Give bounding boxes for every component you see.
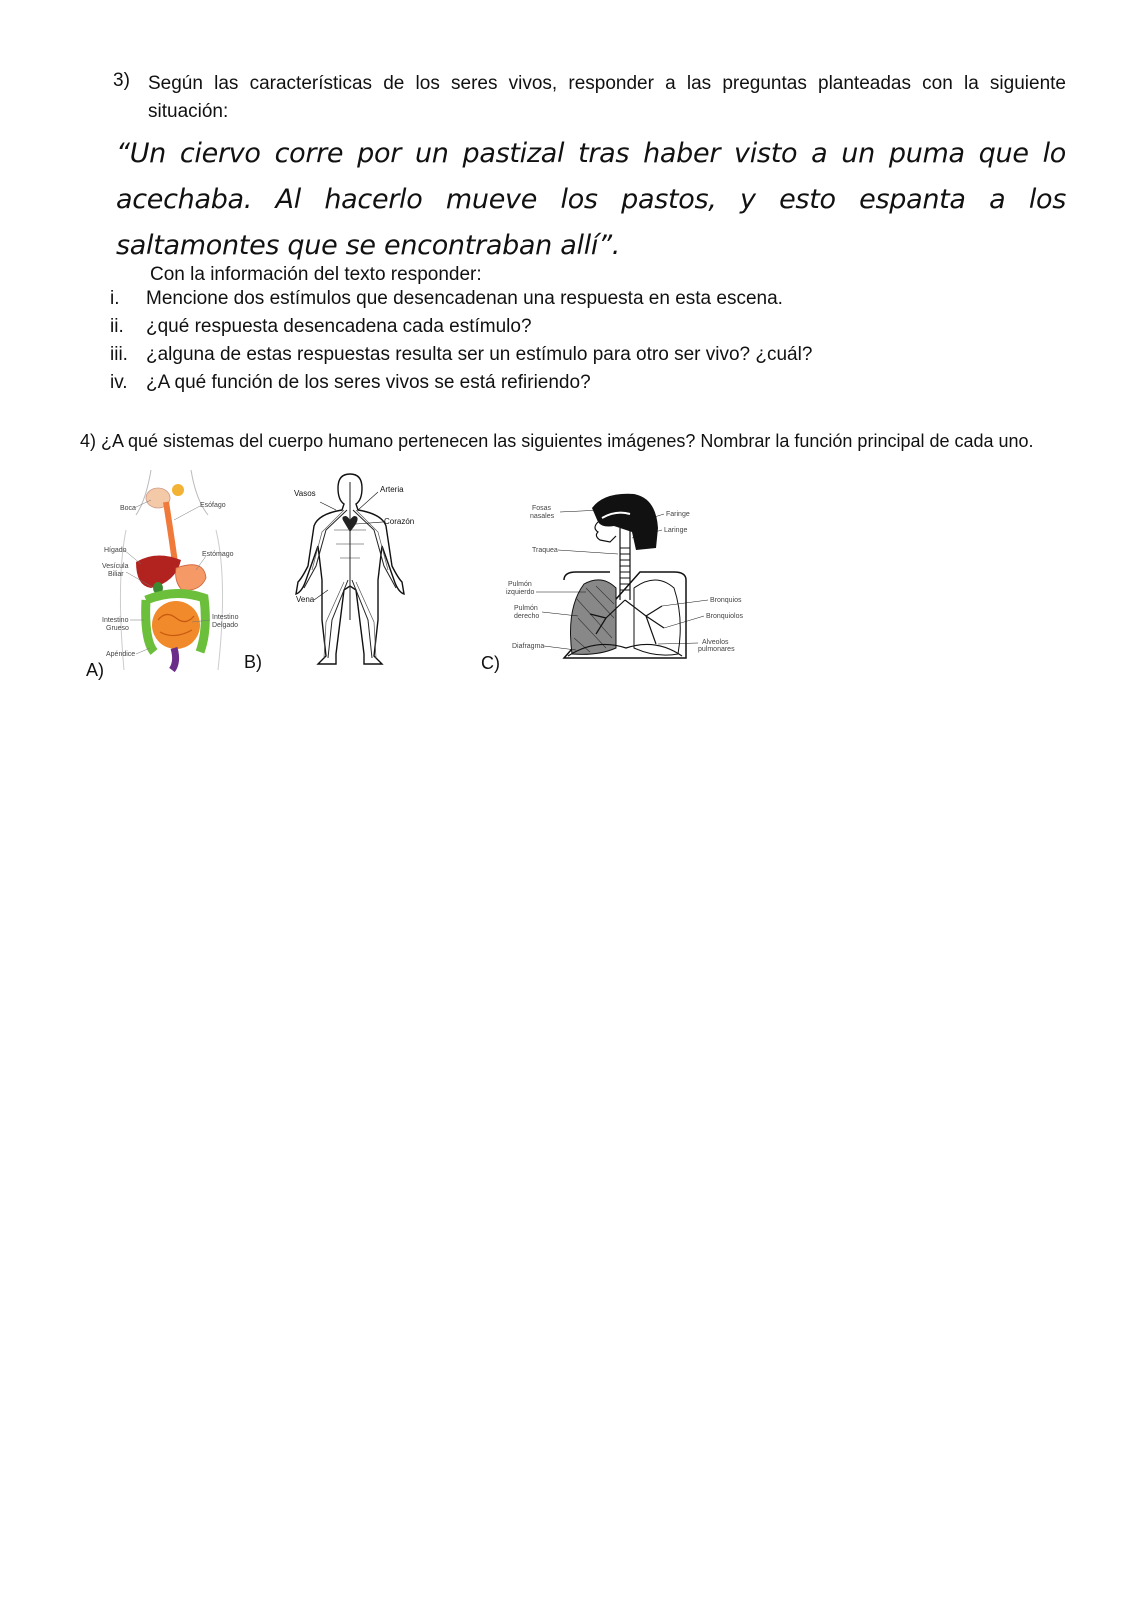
- question-3-number: 3): [113, 70, 130, 91]
- label-boca: Boca: [120, 505, 136, 512]
- caption-b: B): [244, 652, 262, 672]
- label-izquierdo: izquierdo: [506, 589, 535, 596]
- label-bronquios: Bronquios: [710, 597, 742, 604]
- item-text: ¿A qué función de los seres vivos se está refiriendo?: [146, 372, 591, 393]
- label-pulmonares: pulmonares: [698, 646, 735, 653]
- label-alveolos: Alveolos: [702, 639, 729, 646]
- item-text: ¿qué respuesta desencadena cada estímulo?: [146, 316, 532, 337]
- label-diafragma: Diafragma: [512, 643, 545, 650]
- question-3-prompt: Según las características de los seres vivos, responder a las preguntas planteadas con la siguiente situación:: [148, 73, 1066, 122]
- label-faringe: Faringe: [666, 511, 690, 518]
- item-number: iii.: [110, 344, 128, 365]
- caption-c: C): [481, 653, 500, 673]
- question-item: [110, 313, 1010, 341]
- situation-quote: “Un ciervo corre por un pastizal tras haber visto a un puma que lo acechaba. Al hacerlo mueve los pastos, y esto espanta a los saltamontes que se encontraban allí”.: [116, 138, 1066, 261]
- item-text: Mencione dos estímulos que desencadenan una respuesta en esta escena.: [146, 288, 783, 309]
- label-esofago: Esófago: [200, 502, 226, 509]
- label-delgado: Delgado: [212, 622, 239, 629]
- label-intestino-grueso: Intestino: [102, 617, 129, 624]
- label-bronquiolos: Bronquiolos: [706, 613, 743, 620]
- label-biliar: Biliar: [108, 571, 124, 578]
- item-number: ii.: [110, 316, 124, 337]
- label-arteria: Arteria: [380, 485, 404, 494]
- question-item: [110, 369, 1010, 397]
- digestive-system-diagram: [96, 470, 246, 675]
- respiratory-system-diagram: [506, 488, 746, 678]
- label-vasos: Vasos: [294, 489, 316, 498]
- label-intestino-delgado: Intestino: [212, 614, 239, 621]
- label-apendice: Apéndice: [106, 651, 136, 658]
- question-item: [110, 341, 1010, 369]
- item-text: ¿alguna de estas respuestas resulta ser un estímulo para otro ser vivo? ¿cuál?: [146, 344, 813, 365]
- item-number: iv.: [110, 372, 128, 393]
- label-higado: Hígado: [104, 547, 127, 554]
- label-vena: Vena: [296, 595, 315, 604]
- label-pulmon-izquierdo: Pulmón: [508, 581, 532, 588]
- label-corazon: Corazón: [384, 517, 415, 526]
- label-derecho: derecho: [514, 613, 540, 620]
- question-item: [110, 285, 1010, 313]
- label-vesicula: Vesícula: [102, 563, 129, 570]
- label-laringe: Laringe: [664, 527, 688, 534]
- label-grueso: Grueso: [106, 625, 129, 632]
- instruction-text: Con la información del texto responder:: [150, 264, 482, 285]
- item-number: i.: [110, 288, 120, 309]
- label-pulmon-derecho: Pulmón: [514, 605, 538, 612]
- label-traquea: Traquea: [532, 547, 558, 554]
- label-estomago: Estómago: [202, 551, 234, 558]
- question-4-prompt: 4) ¿A qué sistemas del cuerpo humano pertenecen las siguientes imágenes? Nombrar la función principal de cada uno.: [80, 431, 1034, 451]
- question-list: [110, 285, 1010, 397]
- circulatory-system-diagram: [270, 470, 430, 670]
- label-nasales: nasales: [530, 513, 555, 520]
- caption-a: A): [86, 660, 104, 680]
- label-fosas: Fosas: [532, 505, 552, 512]
